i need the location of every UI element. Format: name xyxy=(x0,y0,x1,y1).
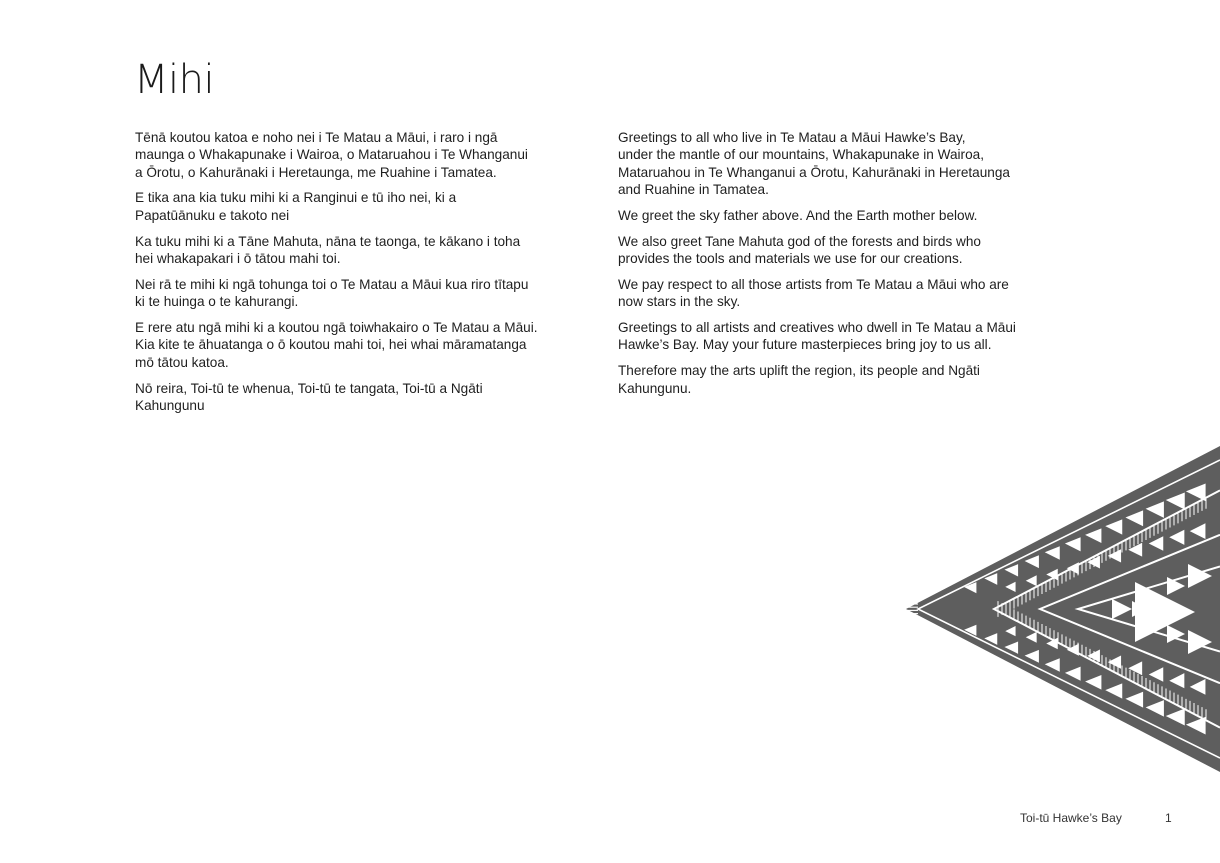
english-paragraph: Greetings to all artists and creatives who dwell in Te Matau a Māui Hawke’s Bay. May your future masterpieces bring joy to us all. xyxy=(618,320,1016,353)
english-paragraph: We pay respect to all those artists from Te Matau a Māui who are now stars in the sky. xyxy=(618,276,1009,310)
maori-paragraph: Nō reira, Toi-tū te whenua, Toi-tū te tangata, Toi-tū a Ngāti Kahungunu xyxy=(135,380,483,413)
english-paragraph: We also greet Tane Mahuta god of the forests and birds who provides the tools and materials we use for our creations. xyxy=(618,233,981,266)
english-text-column xyxy=(618,129,1038,405)
english-paragraph: We greet the sky father above. And the Earth mother below. xyxy=(618,207,978,223)
english-paragraph: Therefore may the arts uplift the region, its people and Ngāti Kahungunu. xyxy=(618,363,980,396)
maori-paragraph: Ka tuku mihi ki a Tāne Mahuta, nāna te taonga, te kākano i toha hei whakapakari i ō tātou mahi toi. xyxy=(135,233,521,266)
english-paragraph: Greetings to all who live in Te Matau a Māui Hawke’s Bay, under the mantle of our mountains, Whakapunake in Wairoa, Mataruahou in Te Whanganui a Ōrotu, Kahurānaki in Heretaunga and Ruahine in Tamatea. xyxy=(618,130,1010,197)
kowhaiwhai-pattern-graphic xyxy=(900,440,1220,780)
maori-text-column xyxy=(135,129,560,423)
maori-paragraph: Nei rā te mihi ki ngā tohunga toi o Te Matau a Māui kua riro tītapu ki te huinga o te kahurangi. xyxy=(135,276,529,310)
page-number: 1 xyxy=(1165,811,1172,825)
maori-paragraph: E rere atu ngā mihi ki a koutou ngā toiwhakairo o Te Matau a Māui. Kia kite te āhuatanga o ō koutou mahi toi, hei whai māramatanga mō tātou katoa. xyxy=(135,320,538,370)
page-title: Mihi xyxy=(134,57,215,103)
maori-paragraph: Tēnā koutou katoa e noho nei i Te Matau a Māui, i raro i ngā maunga o Whakapunake i Wairoa, o Mataruahou i Te Whanganui a Ōrotu, o Kahurānaki i Heretaunga, me Ruahine i Tamatea. xyxy=(135,130,528,180)
maori-paragraph: E tika ana kia tuku mihi ki a Ranginui e tū iho nei, ki a Papatūānuku e takoto nei xyxy=(135,190,457,223)
footer-brand: Toi-tū Hawke’s Bay xyxy=(1020,811,1122,825)
